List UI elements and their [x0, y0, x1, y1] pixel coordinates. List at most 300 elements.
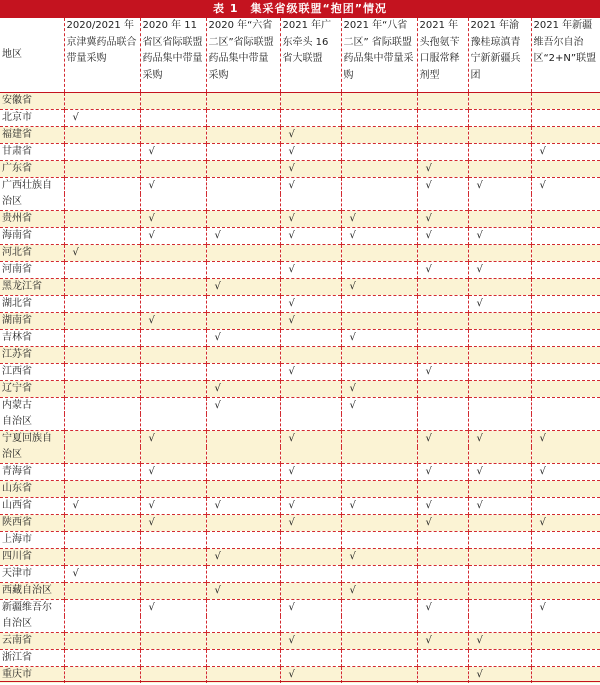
header-col-8: 2021 年新疆维吾尔自治区“2+N”联盟 — [531, 18, 600, 92]
empty-cell — [140, 397, 206, 414]
empty-cell — [341, 447, 417, 464]
empty-cell — [341, 261, 417, 278]
check-mark: √ — [206, 497, 280, 514]
empty-cell — [531, 565, 600, 582]
region-name: 河南省 — [0, 261, 64, 278]
header-col-6: 2021 年头孢氨苄口服常释剂型 — [417, 18, 468, 92]
empty-cell — [468, 278, 531, 295]
check-mark: √ — [417, 160, 468, 177]
empty-cell — [206, 194, 280, 211]
empty-cell — [531, 126, 600, 143]
empty-cell — [341, 177, 417, 194]
empty-cell — [341, 599, 417, 616]
empty-cell — [206, 244, 280, 261]
empty-cell — [531, 278, 600, 295]
check-mark: √ — [341, 329, 417, 346]
empty-cell — [64, 599, 140, 616]
empty-cell — [341, 363, 417, 380]
empty-cell — [417, 480, 468, 497]
empty-cell — [341, 565, 417, 582]
empty-cell — [64, 261, 140, 278]
check-mark: √ — [341, 582, 417, 599]
table-row — [0, 497, 600, 514]
empty-cell — [140, 278, 206, 295]
empty-cell — [64, 514, 140, 531]
empty-cell — [531, 582, 600, 599]
empty-cell — [140, 295, 206, 312]
empty-cell — [140, 616, 206, 633]
check-mark: √ — [417, 632, 468, 649]
check-mark: √ — [280, 177, 341, 194]
empty-cell — [417, 295, 468, 312]
empty-cell — [140, 582, 206, 599]
table-row-continued — [0, 616, 600, 633]
check-mark: √ — [280, 210, 341, 227]
table-row — [0, 278, 600, 295]
check-mark: √ — [468, 261, 531, 278]
empty-cell — [64, 329, 140, 346]
region-name: 天津市 — [0, 565, 64, 582]
check-mark: √ — [468, 497, 531, 514]
region-name: 河北省 — [0, 244, 64, 261]
empty-cell — [531, 548, 600, 565]
empty-cell — [341, 194, 417, 211]
empty-cell — [280, 565, 341, 582]
empty-cell — [140, 363, 206, 380]
empty-cell — [64, 363, 140, 380]
empty-cell — [64, 380, 140, 397]
empty-cell — [341, 514, 417, 531]
empty-cell — [140, 565, 206, 582]
empty-cell — [140, 329, 206, 346]
empty-cell — [64, 295, 140, 312]
empty-cell — [140, 632, 206, 649]
empty-cell — [417, 346, 468, 363]
empty-cell — [531, 414, 600, 431]
check-mark: √ — [341, 497, 417, 514]
empty-cell — [341, 531, 417, 548]
empty-cell — [64, 414, 140, 431]
empty-cell — [468, 582, 531, 599]
table-row — [0, 329, 600, 346]
check-mark: √ — [417, 177, 468, 194]
empty-cell — [64, 632, 140, 649]
empty-cell — [206, 649, 280, 666]
empty-cell — [140, 92, 206, 109]
check-mark: √ — [417, 514, 468, 531]
empty-cell — [280, 380, 341, 397]
check-mark: √ — [468, 295, 531, 312]
empty-cell — [531, 160, 600, 177]
check-mark: √ — [280, 632, 341, 649]
check-mark: √ — [140, 143, 206, 160]
table-row — [0, 531, 600, 548]
check-mark: √ — [206, 380, 280, 397]
empty-cell — [206, 531, 280, 548]
empty-cell — [206, 143, 280, 160]
table-row — [0, 463, 600, 480]
empty-cell — [341, 463, 417, 480]
check-mark: √ — [280, 363, 341, 380]
empty-cell — [280, 447, 341, 464]
check-mark: √ — [64, 109, 140, 126]
empty-cell — [206, 363, 280, 380]
empty-cell — [140, 261, 206, 278]
empty-cell — [206, 565, 280, 582]
region-name: 北京市 — [0, 109, 64, 126]
region-name: 甘肃省 — [0, 143, 64, 160]
check-mark: √ — [280, 666, 341, 683]
empty-cell — [140, 380, 206, 397]
region-name: 江西省 — [0, 363, 64, 380]
empty-cell — [280, 92, 341, 109]
check-mark: √ — [280, 463, 341, 480]
region-name: 宁夏回族自 — [0, 430, 64, 447]
empty-cell — [531, 616, 600, 633]
empty-cell — [64, 143, 140, 160]
check-mark: √ — [341, 278, 417, 295]
table-row — [0, 227, 600, 244]
region-name: 湖北省 — [0, 295, 64, 312]
check-mark: √ — [206, 329, 280, 346]
check-mark: √ — [140, 430, 206, 447]
table-row — [0, 632, 600, 649]
empty-cell — [468, 380, 531, 397]
table-row — [0, 649, 600, 666]
empty-cell — [280, 244, 341, 261]
empty-cell — [280, 531, 341, 548]
table-row — [0, 261, 600, 278]
header-row — [0, 18, 600, 92]
empty-cell — [64, 582, 140, 599]
region-name: 上海市 — [0, 531, 64, 548]
empty-cell — [206, 261, 280, 278]
empty-cell — [64, 210, 140, 227]
table-row — [0, 514, 600, 531]
empty-cell — [417, 109, 468, 126]
empty-cell — [531, 295, 600, 312]
check-mark: √ — [468, 463, 531, 480]
empty-cell — [341, 92, 417, 109]
empty-cell — [468, 143, 531, 160]
empty-cell — [206, 632, 280, 649]
empty-cell — [64, 92, 140, 109]
empty-cell — [468, 194, 531, 211]
empty-cell — [341, 480, 417, 497]
table-body — [0, 92, 600, 683]
table-row — [0, 109, 600, 126]
empty-cell — [417, 548, 468, 565]
table-row — [0, 92, 600, 109]
table-row — [0, 126, 600, 143]
table-row — [0, 244, 600, 261]
empty-cell — [140, 244, 206, 261]
empty-cell — [140, 109, 206, 126]
empty-cell — [341, 295, 417, 312]
table-row — [0, 295, 600, 312]
check-mark: √ — [280, 599, 341, 616]
table-row — [0, 177, 600, 194]
empty-cell — [206, 177, 280, 194]
region-name: 浙江省 — [0, 649, 64, 666]
check-mark: √ — [531, 143, 600, 160]
empty-cell — [280, 616, 341, 633]
empty-cell — [64, 397, 140, 414]
empty-cell — [206, 126, 280, 143]
empty-cell — [531, 649, 600, 666]
empty-cell — [64, 480, 140, 497]
empty-cell — [531, 497, 600, 514]
check-mark: √ — [531, 599, 600, 616]
check-mark: √ — [341, 548, 417, 565]
empty-cell — [206, 109, 280, 126]
check-mark: √ — [64, 497, 140, 514]
empty-cell — [64, 346, 140, 363]
check-mark: √ — [468, 430, 531, 447]
check-mark: √ — [341, 210, 417, 227]
empty-cell — [417, 244, 468, 261]
region-name: 自治区 — [2, 617, 32, 629]
empty-cell — [531, 312, 600, 329]
empty-cell — [64, 447, 140, 464]
empty-cell — [531, 380, 600, 397]
check-mark: √ — [531, 430, 600, 447]
region-name: 山东省 — [0, 480, 64, 497]
empty-cell — [341, 649, 417, 666]
empty-cell — [64, 531, 140, 548]
empty-cell — [468, 599, 531, 616]
table-row — [0, 582, 600, 599]
empty-cell — [280, 414, 341, 431]
empty-cell — [417, 565, 468, 582]
empty-cell — [206, 447, 280, 464]
check-mark: √ — [417, 261, 468, 278]
empty-cell — [468, 447, 531, 464]
region-name: 广西壮族自 — [0, 177, 64, 194]
region-name: 新疆维吾尔 — [0, 599, 64, 616]
empty-cell — [531, 109, 600, 126]
table-row — [0, 363, 600, 380]
check-mark: √ — [280, 143, 341, 160]
empty-cell — [206, 160, 280, 177]
table-row — [0, 346, 600, 363]
check-mark: √ — [140, 599, 206, 616]
table-row — [0, 380, 600, 397]
check-mark: √ — [280, 261, 341, 278]
empty-cell — [417, 649, 468, 666]
empty-cell — [531, 244, 600, 261]
header-col-7: 2021 年渝豫桂琼滇青宁新新疆兵团 — [468, 18, 531, 92]
header-col-2: 2020 年 11 省区省际联盟药品集中带量采购 — [140, 18, 206, 92]
check-mark: √ — [468, 177, 531, 194]
check-mark: √ — [417, 227, 468, 244]
empty-cell — [531, 480, 600, 497]
empty-cell — [417, 397, 468, 414]
empty-cell — [140, 160, 206, 177]
empty-cell — [206, 480, 280, 497]
empty-cell — [206, 463, 280, 480]
check-mark: √ — [140, 514, 206, 531]
empty-cell — [468, 480, 531, 497]
check-mark: √ — [280, 227, 341, 244]
table-row — [0, 160, 600, 177]
empty-cell — [531, 363, 600, 380]
empty-cell — [531, 210, 600, 227]
table-row — [0, 143, 600, 160]
empty-cell — [341, 414, 417, 431]
empty-cell — [468, 397, 531, 414]
empty-cell — [468, 329, 531, 346]
table-row — [0, 210, 600, 227]
empty-cell — [531, 531, 600, 548]
empty-cell — [468, 565, 531, 582]
empty-cell — [206, 430, 280, 447]
empty-cell — [280, 548, 341, 565]
empty-cell — [64, 649, 140, 666]
empty-cell — [341, 143, 417, 160]
region-name: 安徽省 — [0, 92, 64, 109]
empty-cell — [417, 616, 468, 633]
check-mark: √ — [140, 227, 206, 244]
empty-cell — [64, 430, 140, 447]
empty-cell — [206, 346, 280, 363]
empty-cell — [280, 346, 341, 363]
empty-cell — [417, 380, 468, 397]
empty-cell — [64, 616, 140, 633]
empty-cell — [531, 227, 600, 244]
check-mark: √ — [417, 497, 468, 514]
empty-cell — [468, 414, 531, 431]
empty-cell — [341, 160, 417, 177]
empty-cell — [280, 329, 341, 346]
empty-cell — [417, 329, 468, 346]
header-col-5: 2021 年“八省二区” 省际联盟药品集中带量采购 — [341, 18, 417, 92]
check-mark: √ — [64, 565, 140, 582]
region-name: 吉林省 — [0, 329, 64, 346]
check-mark: √ — [417, 463, 468, 480]
region-name: 福建省 — [0, 126, 64, 143]
table-row — [0, 430, 600, 447]
empty-cell — [280, 480, 341, 497]
empty-cell — [341, 632, 417, 649]
empty-cell — [64, 463, 140, 480]
check-mark: √ — [280, 126, 341, 143]
check-mark: √ — [417, 210, 468, 227]
empty-cell — [206, 414, 280, 431]
region-name: 江苏省 — [0, 346, 64, 363]
region-name: 云南省 — [0, 632, 64, 649]
check-mark: √ — [280, 312, 341, 329]
empty-cell — [531, 261, 600, 278]
empty-cell — [280, 397, 341, 414]
table-row — [0, 312, 600, 329]
empty-cell — [531, 447, 600, 464]
empty-cell — [341, 244, 417, 261]
region-name: 陕西省 — [0, 514, 64, 531]
check-mark: √ — [468, 666, 531, 683]
region-name: 辽宁省 — [0, 380, 64, 397]
table-row-continued — [0, 414, 600, 431]
empty-cell — [468, 312, 531, 329]
empty-cell — [341, 616, 417, 633]
empty-cell — [531, 632, 600, 649]
check-mark: √ — [280, 497, 341, 514]
empty-cell — [417, 582, 468, 599]
empty-cell — [140, 194, 206, 211]
empty-cell — [140, 480, 206, 497]
empty-cell — [64, 126, 140, 143]
region-name: 山西省 — [0, 497, 64, 514]
check-mark: √ — [140, 210, 206, 227]
empty-cell — [280, 649, 341, 666]
empty-cell — [531, 92, 600, 109]
empty-cell — [468, 126, 531, 143]
header-col-4: 2021 年广东牵头 16 省大联盟 — [280, 18, 341, 92]
empty-cell — [417, 143, 468, 160]
empty-cell — [341, 312, 417, 329]
empty-cell — [140, 346, 206, 363]
empty-cell — [206, 599, 280, 616]
check-mark: √ — [280, 514, 341, 531]
region-name: 重庆市 — [0, 666, 64, 683]
empty-cell — [468, 649, 531, 666]
empty-cell — [280, 278, 341, 295]
region-name: 青海省 — [0, 463, 64, 480]
empty-cell — [64, 194, 140, 211]
table-title: 表 1 集采省级联盟“抱团”情况 — [0, 0, 600, 18]
empty-cell — [341, 430, 417, 447]
check-mark: √ — [531, 514, 600, 531]
header-col-1: 2020/2021 年京津冀药品联合带量采购 — [64, 18, 140, 92]
check-mark: √ — [280, 430, 341, 447]
empty-cell — [417, 312, 468, 329]
empty-cell — [468, 363, 531, 380]
check-mark: √ — [206, 278, 280, 295]
empty-cell — [468, 160, 531, 177]
region-name: 湖南省 — [0, 312, 64, 329]
empty-cell — [64, 177, 140, 194]
empty-cell — [531, 397, 600, 414]
check-mark: √ — [531, 463, 600, 480]
region-name: 自治区 — [2, 415, 32, 427]
empty-cell — [140, 531, 206, 548]
empty-cell — [531, 194, 600, 211]
region-name: 西藏自治区 — [0, 582, 64, 599]
table-row — [0, 480, 600, 497]
table-row — [0, 397, 600, 414]
empty-cell — [64, 278, 140, 295]
empty-cell — [140, 649, 206, 666]
region-name: 治区 — [2, 195, 22, 207]
empty-cell — [64, 160, 140, 177]
empty-cell — [417, 92, 468, 109]
empty-cell — [468, 109, 531, 126]
empty-cell — [341, 126, 417, 143]
region-name: 治区 — [0, 447, 64, 464]
empty-cell — [140, 447, 206, 464]
empty-cell — [64, 548, 140, 565]
region-name: 广东省 — [0, 160, 64, 177]
table-bottom-rule — [0, 681, 600, 682]
header-region: 地区 — [0, 18, 64, 92]
table-row-continued — [0, 447, 600, 464]
region-name: 海南省 — [0, 227, 64, 244]
check-mark: √ — [280, 160, 341, 177]
empty-cell — [206, 295, 280, 312]
table-row — [0, 565, 600, 582]
check-mark: √ — [417, 599, 468, 616]
check-mark: √ — [531, 177, 600, 194]
